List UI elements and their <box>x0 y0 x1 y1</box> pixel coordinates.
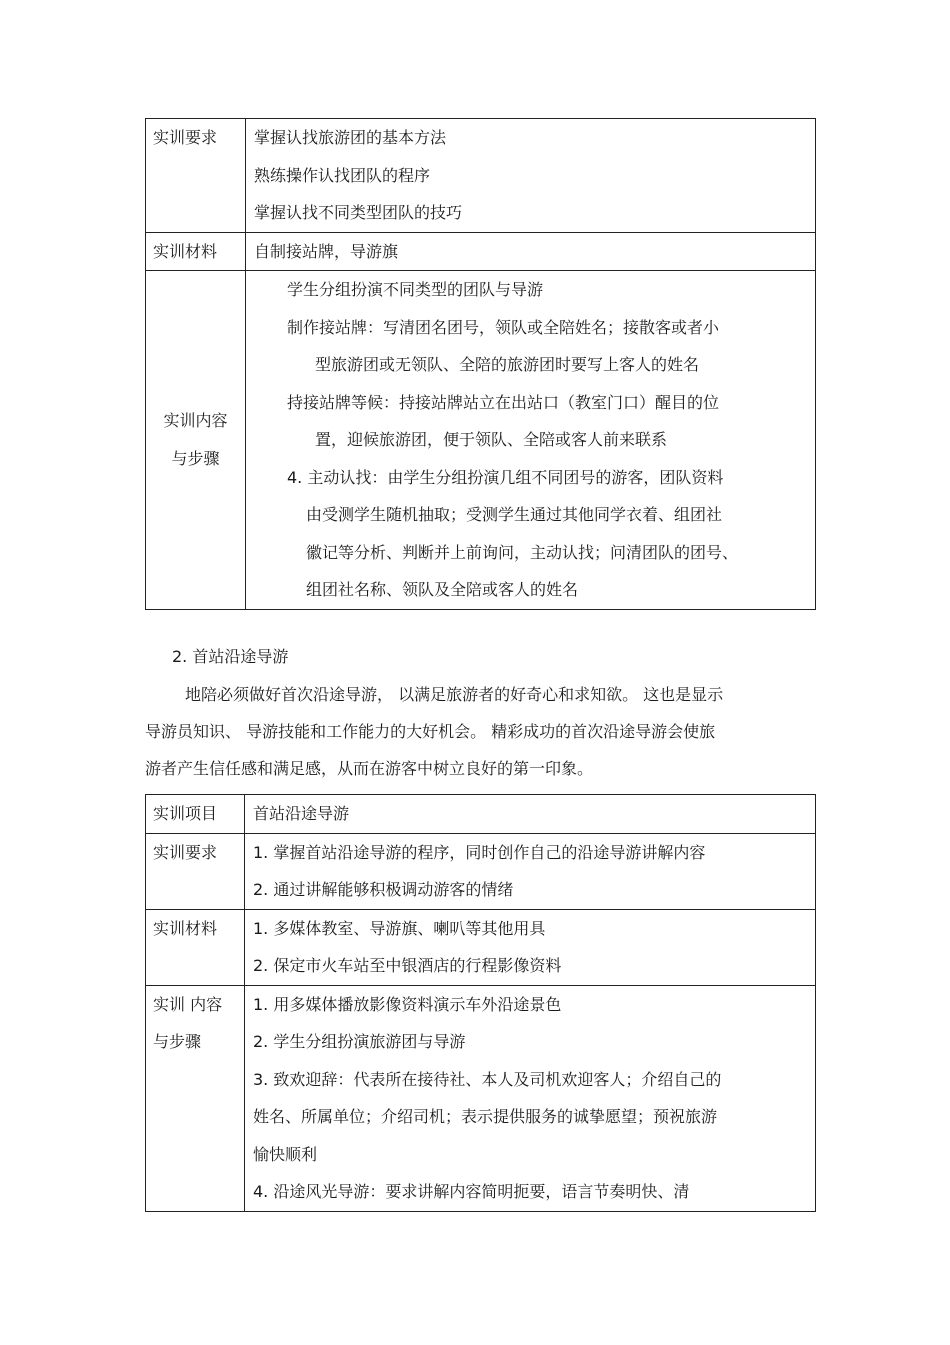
table-row <box>146 119 816 233</box>
table-row <box>146 985 816 1211</box>
row-label: 实训要求 <box>146 119 246 233</box>
section-heading: 2. 首站沿途导游 <box>172 647 289 666</box>
list-item: 1. 掌握首站沿途导游的程序，同时创作自己的沿途导游讲解内容 <box>253 842 706 862</box>
row-value <box>246 271 816 610</box>
list-item: 组团社名称、领队及全陪或客人的姓名 <box>306 580 579 599</box>
list-item: 2. 学生分组扮演旅游团与导游 <box>253 1032 466 1051</box>
list-item: 制作接站牌：写清团名团号，领队或全陪姓名；接散客或者小 <box>287 317 720 337</box>
table-row <box>146 795 816 834</box>
row-label: 实训材料 <box>146 909 245 985</box>
row-label: 实训 内容 与步骤 <box>146 985 245 1211</box>
table-row <box>146 833 816 909</box>
table-row <box>146 232 816 271</box>
list-item: 徽记等分析、判断并上前询问，主动认找；问清团队的团号、 <box>306 542 739 562</box>
table-row <box>146 909 816 985</box>
row-value <box>245 985 816 1211</box>
list-item: 2. 通过讲解能够积极调动游客的情绪 <box>253 880 514 899</box>
training-table-2 <box>145 794 816 1212</box>
list-item: 置，迎候旅游团，便于领队、全陪或客人前来联系 <box>315 430 668 449</box>
row-label: 实训要求 <box>146 833 245 909</box>
table-row <box>146 271 816 610</box>
paragraph-line: 导游员知识、 导游技能和工作能力的大好机会。 精彩成功的首次沿途导游会使旅 <box>145 722 716 741</box>
paragraph-line: 游者产生信任感和满足感，从而在游客中树立良好的第一印象。 <box>145 759 594 778</box>
list-item: 3. 致欢迎辞：代表所在接待社、本人及司机欢迎客人；介绍自己的 <box>253 1069 722 1089</box>
paragraph-line: 地陪必须做好首次沿途导游， 以满足旅游者的好奇心和求知欲。 这也是显示 <box>185 685 724 704</box>
list-item: 由受测学生随机抽取；受测学生通过其他同学衣着、组团社 <box>306 505 723 524</box>
training-table-1 <box>145 118 816 610</box>
list-item: 型旅游团或无领队、全陪的旅游团时要写上客人的姓名 <box>315 355 700 374</box>
list-item: 4. 沿途风光导游：要求讲解内容简明扼要，语言节奏明快、清 <box>253 1182 690 1201</box>
list-item: 掌握认找旅游团的基本方法 <box>254 128 447 147</box>
row-label: 实训材料 <box>146 232 246 271</box>
list-item: 1. 多媒体教室、导游旗、喇叭等其他用具 <box>253 918 546 938</box>
row-value: 自制接站牌，导游旗 <box>246 232 816 271</box>
row-value: 首站沿途导游 <box>245 795 816 834</box>
row-label: 实训内容 与步骤 <box>146 271 246 610</box>
list-item: 掌握认找不同类型团队的技巧 <box>254 203 463 222</box>
list-item: 学生分组扮演不同类型的团队与导游 <box>287 280 544 299</box>
row-value <box>246 119 816 233</box>
list-item: 愉快顺利 <box>253 1144 318 1164</box>
list-item: 4. 主动认找：由学生分组扮演几组不同团号的游客，团队资料 <box>287 467 724 487</box>
list-item: 熟练操作认找团队的程序 <box>254 165 431 185</box>
row-value <box>245 909 816 985</box>
row-value <box>245 833 816 909</box>
list-item: 1. 用多媒体播放影像资料演示车外沿途景色 <box>253 994 562 1014</box>
list-item: 2. 保定市火车站至中银酒店的行程影像资料 <box>253 956 562 975</box>
list-item: 持接站牌等候：持接站牌站立在出站口（教室门口）醒目的位 <box>287 392 720 412</box>
section-paragraph <box>145 676 815 787</box>
list-item: 姓名、所属单位；介绍司机；表示提供服务的诚挚愿望；预祝旅游 <box>253 1107 718 1126</box>
row-label: 实训项目 <box>146 795 245 834</box>
